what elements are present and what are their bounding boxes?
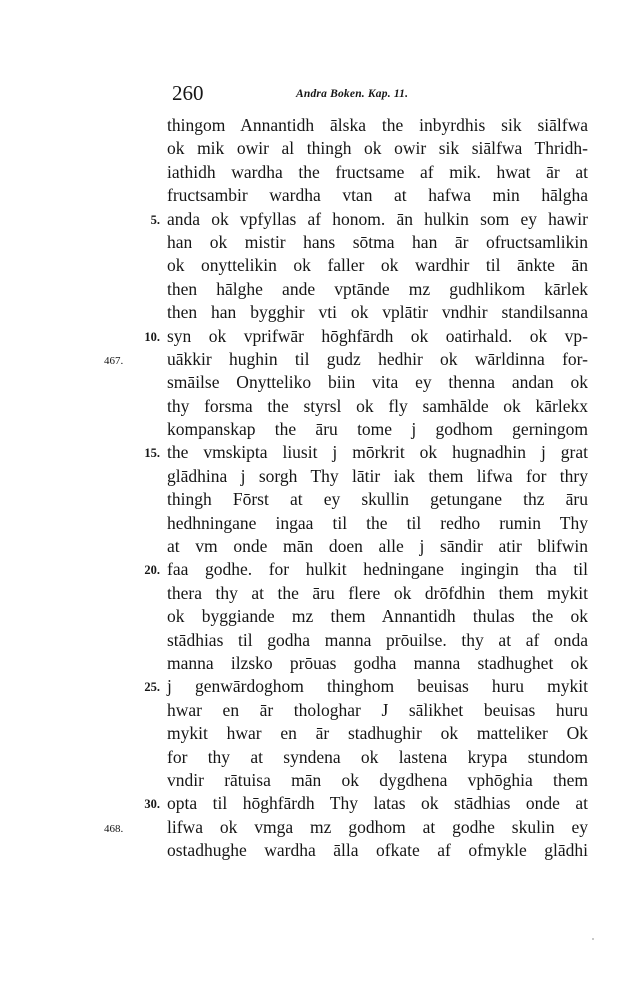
line-text: hedhningane ingaa til the til redho rumin Thy — [167, 512, 588, 533]
line-text: mykit hwar en ār stadhughir ok matteliker Ok — [167, 723, 588, 744]
text-line — [0, 371, 632, 394]
line-number: 25. — [144, 680, 160, 695]
text-line — [0, 792, 632, 815]
line-number: 20. — [144, 563, 160, 578]
line-number: 5. — [150, 212, 160, 227]
text-line — [0, 629, 632, 652]
text-line — [0, 301, 632, 324]
line-text: ostadhughe wardha ālla ofkate af ofmykle glādhi — [167, 840, 588, 861]
line-text: for thy at syndena ok lastena krypa stundom — [167, 746, 588, 767]
line-text: lifwa ok vmga mz godhom at godhe skulin ey — [167, 816, 588, 837]
text-line — [0, 114, 632, 137]
line-text: manna ilzsko prōuas godha manna stadhughet ok — [167, 652, 588, 673]
text-line — [0, 208, 632, 231]
text-line — [0, 605, 632, 628]
text-line — [0, 137, 632, 160]
text-line — [0, 231, 632, 254]
page-header — [0, 80, 632, 106]
page-number: 260 — [172, 81, 204, 105]
text-line — [0, 161, 632, 184]
text-line — [0, 441, 632, 464]
text-line — [0, 816, 632, 839]
text-line — [0, 325, 632, 348]
line-text: glādhina j sorgh Thy lātir iak them lifwa for thry — [167, 465, 588, 486]
text-line — [0, 348, 632, 371]
running-head: Andra Boken. Kap. 11. — [296, 88, 409, 100]
line-number: 30. — [144, 797, 160, 812]
text-line — [0, 254, 632, 277]
line-text: iathidh wardha the fructsame af mik. hwat ār at — [167, 161, 588, 182]
line-text: ok onyttelikin ok faller ok wardhir til ānkte ān — [167, 255, 588, 276]
body-text — [0, 114, 632, 863]
text-line — [0, 465, 632, 488]
line-text: han ok mistir hans sōtma han ār ofructsamlikin — [167, 231, 588, 252]
text-line — [0, 512, 632, 535]
line-text: stādhias til godha manna prōuilse. thy at af onda — [167, 629, 588, 650]
text-line — [0, 839, 632, 862]
line-number: 10. — [144, 329, 160, 344]
line-text: thy forsma the styrsl ok fly samhālde ok kārlekx — [167, 395, 588, 416]
line-text: kompanskap the āru tome j godhom gerningom — [167, 419, 588, 440]
text-line — [0, 675, 632, 698]
line-text: thera thy at the āru flere ok drōfdhin them mykit — [167, 582, 588, 603]
paper-speck — [592, 938, 594, 940]
text-line — [0, 184, 632, 207]
text-line — [0, 278, 632, 301]
line-text: vndir rātuisa mān ok dygdhena vphōghia them — [167, 769, 588, 790]
text-line — [0, 488, 632, 511]
line-text: hwar en ār thologhar J sālikhet beuisas huru — [167, 699, 588, 720]
line-text: fructsambir wardha vtan at hafwa min hālgha — [167, 185, 588, 206]
line-text: the vmskipta liusit j mōrkrit ok hugnadhin j grat — [167, 442, 588, 463]
margin-reference: 468. — [104, 822, 124, 835]
margin-reference: 467. — [104, 354, 124, 367]
text-line — [0, 722, 632, 745]
text-line — [0, 652, 632, 675]
text-line — [0, 418, 632, 441]
text-line — [0, 535, 632, 558]
line-text: uākkir hughin til gudz hedhir ok wārldinna for- — [167, 348, 588, 369]
line-text: ok mik owir al thingh ok owir sik siālfwa Thridh- — [167, 138, 588, 159]
line-text: at vm onde mān doen alle j sāndir atir blifwin — [167, 536, 588, 557]
line-text: then han bygghir vti ok vplātir vndhir standilsanna — [167, 302, 588, 323]
line-text: opta til hōghfārdh Thy latas ok stādhias onde at — [167, 793, 588, 814]
line-text: faa godhe. for hulkit hedningane ingingin tha til — [167, 559, 588, 580]
line-text: smāilse Onytteliko biin vita ey thenna andan ok — [167, 372, 588, 393]
text-line — [0, 558, 632, 581]
text-line — [0, 582, 632, 605]
line-text: then hālghe ande vptānde mz gudhlikom kārlek — [167, 278, 588, 299]
text-line — [0, 746, 632, 769]
line-text: j genwārdoghom thinghom beuisas huru mykit — [167, 676, 588, 697]
text-line — [0, 769, 632, 792]
text-line — [0, 395, 632, 418]
line-number: 15. — [144, 446, 160, 461]
line-text: thingom Annantidh ālska the inbyrdhis sik siālfwa — [167, 115, 588, 135]
line-text: anda ok vpfyllas af honom. ān hulkin som ey hawir — [167, 208, 588, 229]
line-text: thingh Fōrst at ey skullin getungane thz āru — [167, 489, 588, 510]
text-line — [0, 699, 632, 722]
line-text: ok byggiande mz them Annantidh thulas the ok — [167, 606, 588, 627]
line-text: syn ok vprifwār hōghfārdh ok oatirhald. ok vp- — [167, 325, 588, 346]
